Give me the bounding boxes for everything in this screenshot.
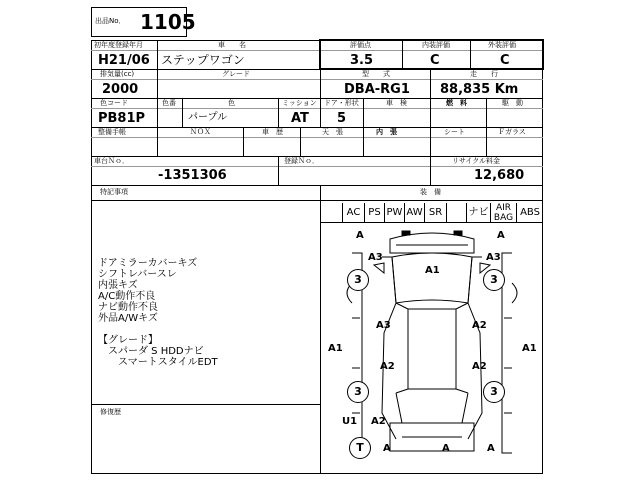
interior-trim-label: 内 張	[376, 128, 397, 136]
doors-value: 5	[337, 111, 347, 126]
exterior-value: C	[500, 53, 510, 68]
tire-front-right: 3	[483, 269, 505, 291]
remark-line: シフトレバースレ	[98, 269, 177, 280]
spare-tire: T	[349, 437, 371, 459]
damage-hood-left: A3	[368, 252, 383, 263]
damage-rear-a-left: A	[383, 443, 391, 454]
mission-label: ミッション	[282, 99, 317, 107]
lot-label: 出品No．	[95, 17, 126, 25]
score-label: 評価点	[350, 41, 371, 49]
damage-door-fl: A3	[376, 320, 391, 331]
nox-label: ＮＯＸ	[190, 128, 211, 136]
remark-line: ドアミラーカバーキズ	[98, 258, 198, 269]
score-value: 3.5	[350, 53, 374, 68]
equip-airbag: AIR BAG	[490, 203, 516, 223]
damage-rear-a-right: A	[487, 443, 495, 454]
lot-number: 1105	[140, 10, 196, 34]
equip-sr: SR	[424, 203, 446, 223]
damage-door-rl: A2	[380, 361, 395, 372]
damage-door-rr: A2	[472, 361, 487, 372]
model-label: 型 式	[362, 70, 390, 78]
notes-label: 特記事項	[100, 188, 128, 196]
recycle-value: 12,680	[474, 168, 525, 183]
damage-door-fr: A2	[472, 320, 487, 331]
equip-abs: ABS	[516, 203, 543, 223]
damage-rear-a2: A2	[371, 416, 386, 427]
remark-line: スパーダ S HDDナビ	[98, 346, 204, 357]
displacement-value: 2000	[102, 82, 139, 97]
remark-line: A/C動作不良	[98, 291, 156, 302]
displacement-label: 排気量(cc)	[100, 70, 135, 78]
color-label: 色	[228, 99, 235, 107]
car-diagram	[322, 223, 542, 473]
damage-rear-a-mid: A	[442, 443, 450, 454]
interior-value: C	[430, 53, 440, 68]
chassis-label: 車台Ｎｏ．	[94, 157, 129, 165]
damage-hood-right: A3	[486, 252, 501, 263]
car-name-value: ステップワゴン	[161, 53, 245, 67]
sunroof-label: 天 張	[322, 128, 343, 136]
damage-roof: A1	[425, 265, 440, 276]
damage-front-left: A	[356, 230, 364, 241]
remark-line: 内張キズ	[98, 280, 138, 291]
remarks-list	[98, 258, 218, 368]
remark-line: ナビ動作不良	[98, 302, 158, 313]
damage-front-right: A	[497, 230, 505, 241]
glass-label: Ｆガラス	[498, 128, 526, 136]
interior-label: 内装評価	[422, 41, 450, 49]
color-no-label: 色番	[162, 99, 176, 107]
damage-side-left: A1	[328, 343, 343, 354]
history-label: 車 歴	[262, 128, 283, 136]
grade-label: グレード	[222, 70, 250, 78]
year-value: H21/06	[98, 53, 150, 68]
remark-line: スマートスタイルEDT	[98, 357, 218, 368]
inspection-label: 車 検	[386, 99, 407, 107]
chassis-value: -1351306	[158, 168, 227, 183]
damage-side-right: A1	[522, 343, 537, 354]
model-value: DBA-RG1	[344, 82, 410, 97]
repair-label: 修復歴	[100, 408, 121, 416]
mileage-label: 走 行	[470, 70, 498, 78]
equip-ac: AC	[342, 203, 364, 223]
fuel-label: 燃 料	[446, 99, 467, 107]
color-code-label: 色コード	[100, 99, 128, 107]
equip-ps: PS	[364, 203, 384, 223]
color-code-value: PB81P	[98, 111, 146, 126]
equip-blank	[446, 203, 466, 223]
recycle-label: リサイクル料金	[452, 157, 501, 165]
equip-pw: PW	[384, 203, 404, 223]
color-value: パープル	[188, 112, 228, 123]
seat-label: シート	[444, 128, 465, 136]
doors-label: ドア・形状	[324, 99, 359, 107]
equip-aw: AW	[404, 203, 424, 223]
tire-front-left: 3	[347, 269, 369, 291]
remark-line: 【グレード】	[98, 335, 158, 346]
tire-rear-left: 3	[347, 381, 369, 403]
remark-line	[98, 324, 218, 335]
mission-value: AT	[291, 111, 309, 126]
damage-rear-u: U1	[342, 416, 358, 427]
mileage-value: 88,835 Km	[440, 82, 519, 97]
year-label: 初年度登録年月	[94, 41, 143, 49]
manual-label: 整備手帳	[98, 128, 126, 136]
exterior-label: 外装評価	[488, 41, 516, 49]
car-name-label: 車 名	[218, 41, 246, 49]
drive-label: 駆 動	[502, 99, 523, 107]
registration-label: 登録Ｎｏ．	[284, 157, 319, 165]
remark-line: 外品A/Wキズ	[98, 313, 158, 324]
equipment-label: 装 備	[420, 188, 441, 196]
tire-rear-right: 3	[483, 381, 505, 403]
equip-navi: ナビ	[466, 203, 490, 223]
